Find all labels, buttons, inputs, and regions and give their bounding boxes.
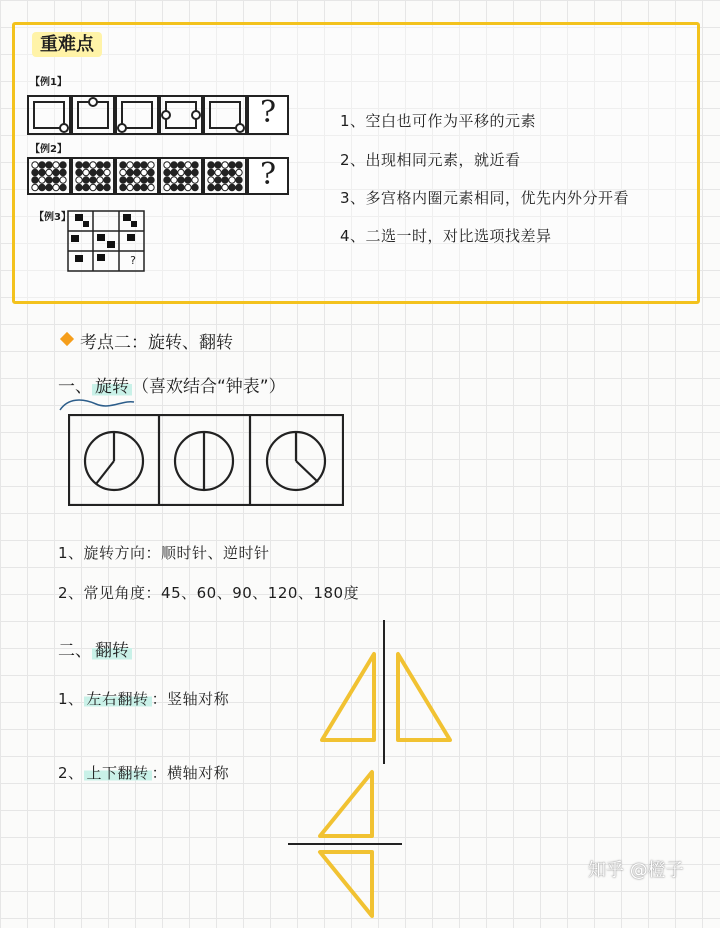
section-heading: 考点二：旋转、翻转 xyxy=(80,333,233,353)
question-mark: ? xyxy=(259,157,277,192)
handwritten-squiggle xyxy=(58,396,138,412)
example-1-row xyxy=(27,95,247,135)
rotation-heading: 一、 旋转 （喜欢结合“钟表”） xyxy=(58,377,286,397)
example-2-row xyxy=(27,157,247,195)
tip-4: 4、二选一时，对比选项找差异 xyxy=(340,227,552,245)
example-3-label: 【例3】 xyxy=(34,212,71,223)
rotation-keyword: 旋转 xyxy=(92,377,132,397)
watermark: 知乎 @橙子 xyxy=(588,860,684,881)
example-1-answer-cell xyxy=(247,95,289,135)
diamond-bullet-icon xyxy=(60,332,74,346)
clock-rotation-figures xyxy=(68,414,344,506)
flip-heading: 二、 翻转 xyxy=(58,636,132,661)
box-title: 重难点 xyxy=(32,30,102,56)
question-mark: ? xyxy=(259,95,277,130)
flip-keyword: 翻转 xyxy=(92,641,132,661)
tip-1: 1、空白也可作为平移的元素 xyxy=(340,112,537,130)
tip-3: 3、多宫格内圈元素相同，优先内外分开看 xyxy=(340,189,630,207)
example-1-label: 【例1】 xyxy=(30,77,67,88)
flip-triangle-figures xyxy=(280,614,470,928)
example-2-label: 【例2】 xyxy=(30,144,67,155)
flip-item-1: 1、 左右翻转 ：竖轴对称 xyxy=(58,690,230,708)
example-3-question-mark: ? xyxy=(130,254,136,267)
flip-item-2: 2、 上下翻转 ：横轴对称 xyxy=(58,764,230,782)
example-2-answer-cell xyxy=(247,157,289,195)
rotation-point-2: 2、常见角度：45、60、90、120、180度 xyxy=(58,584,360,602)
rotation-point-1: 1、旋转方向：顺时针、逆时针 xyxy=(58,544,270,562)
example-1-figures xyxy=(27,95,247,135)
tip-2: 2、出现相同元素，就近看 xyxy=(340,151,521,169)
example-2-figures xyxy=(27,157,247,195)
